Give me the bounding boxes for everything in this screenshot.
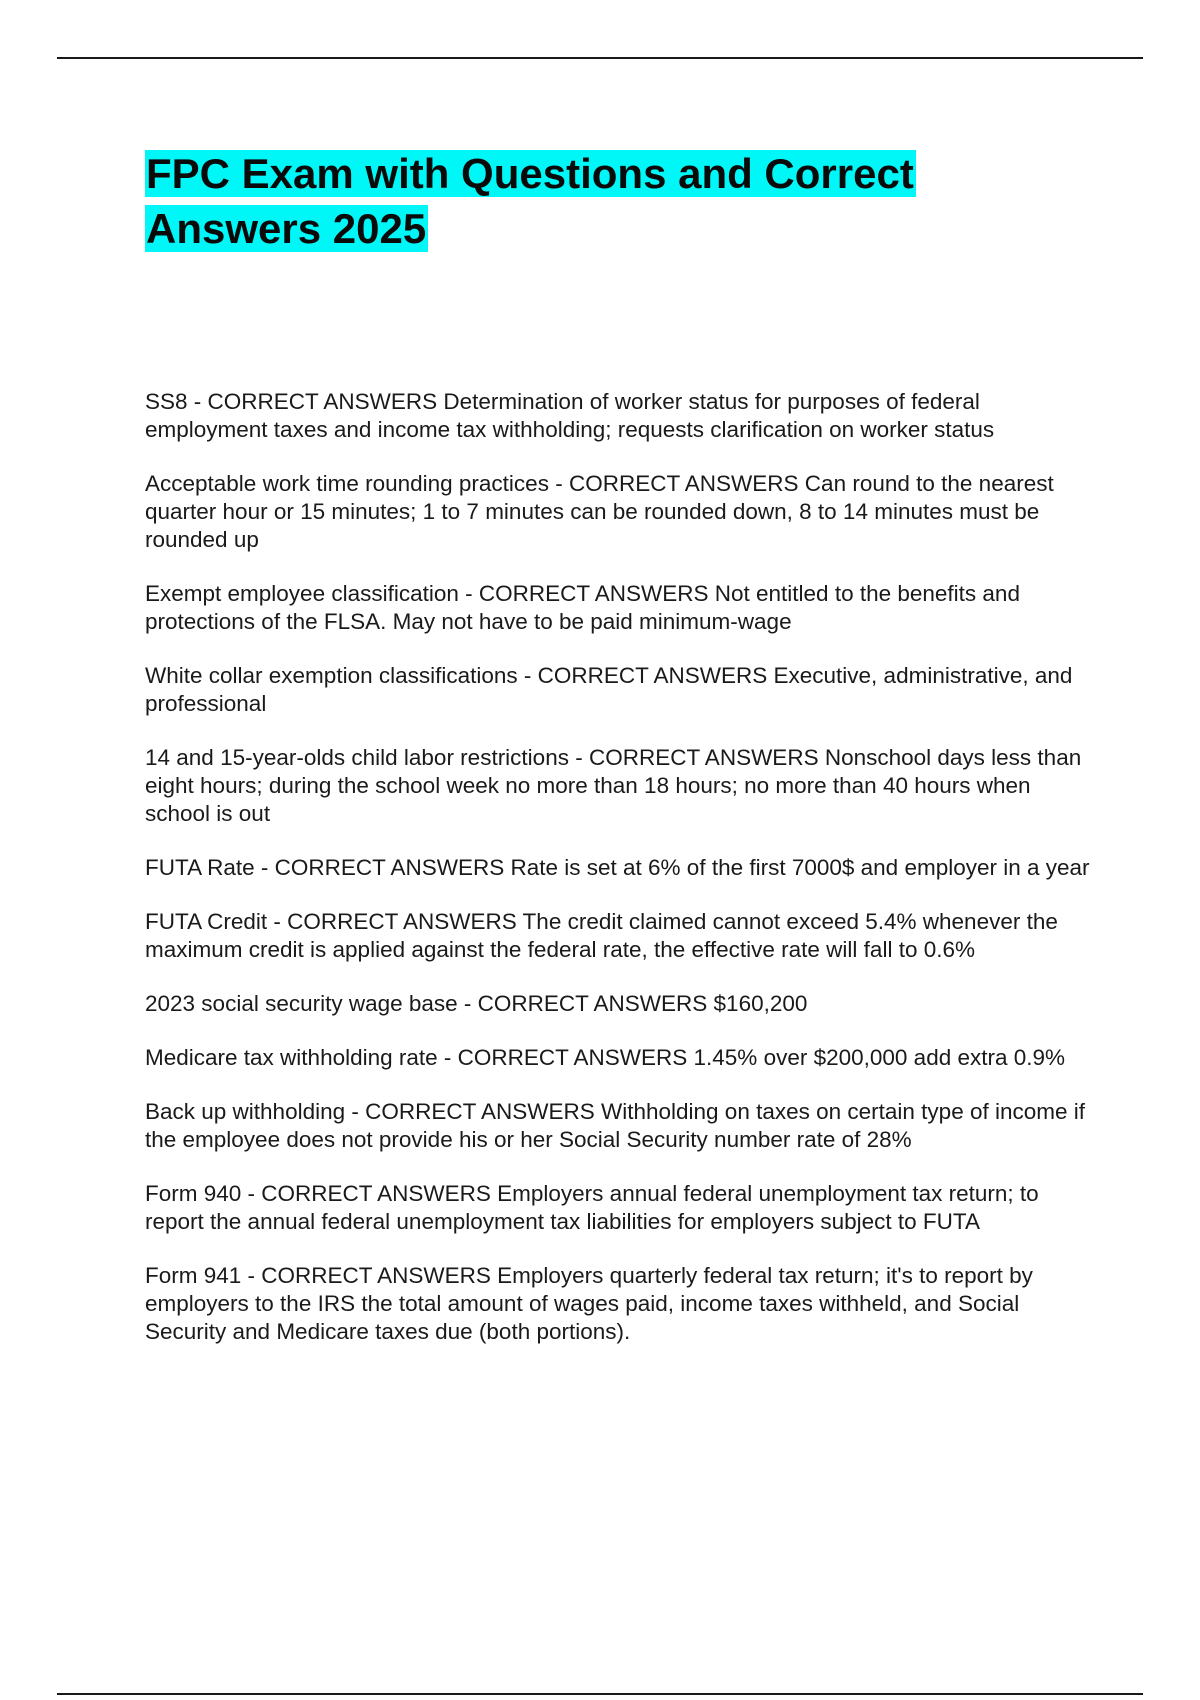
qa-item-futa-credit: FUTA Credit - CORRECT ANSWERS The credit claimed cannot exceed 5.4% whenever the maximum credit is applied against the federal rate, the effective rate will fall to 0.6%	[145, 909, 1058, 962]
qa-item-child-labor: 14 and 15-year-olds child labor restrictions - CORRECT ANSWERS Nonschool days less than eight hours; during the school week no more than 18 hours; no more than 40 hours when school is out	[145, 745, 1082, 826]
qa-item-white-collar: White collar exemption classifications - CORRECT ANSWERS Executive, administrative, and professional	[145, 663, 1073, 716]
title-highlight: FPC Exam with Questions and Correct Answers 2025	[146, 150, 914, 252]
qa-item-rounding: Acceptable work time rounding practices - CORRECT ANSWERS Can round to the nearest quarter hour or 15 minutes; 1 to 7 minutes can be rounded down, 8 to 14 minutes must be rounded up	[145, 471, 1054, 552]
bottom-rule	[57, 1693, 1143, 1695]
qa-item-form-941: Form 941 - CORRECT ANSWERS Employers quarterly federal tax return; it's to report by employers to the IRS the total amount of wages paid, income taxes withheld, and Social Security and Medicare taxes due (both portions).	[145, 1263, 1033, 1344]
qa-item-exempt: Exempt employee classification - CORRECT ANSWERS Not entitled to the benefits and protections of the FLSA. May not have to be paid minimum-wage	[145, 581, 1020, 634]
top-rule	[57, 57, 1143, 59]
qa-item-form-940: Form 940 - CORRECT ANSWERS Employers annual federal unemployment tax return; to report the annual federal unemployment tax liabilities for employers subject to FUTA	[145, 1181, 1039, 1234]
qa-item-ss-wage-base: 2023 social security wage base - CORRECT ANSWERS $160,200	[145, 991, 808, 1016]
qa-item-ss8: SS8 - CORRECT ANSWERS Determination of worker status for purposes of federal employment taxes and income tax withholding; requests clarification on worker status	[145, 389, 995, 442]
qa-item-futa-rate: FUTA Rate - CORRECT ANSWERS Rate is set at 6% of the first 7000$ and employer in a year	[145, 855, 1090, 880]
qa-item-medicare: Medicare tax withholding rate - CORRECT ANSWERS 1.45% over $200,000 add extra 0.9%	[145, 1045, 1066, 1070]
page-title	[145, 146, 1045, 256]
qa-item-backup-withholding: Back up withholding - CORRECT ANSWERS Withholding on taxes on certain type of income if the employee does not provide his or her Social Security number rate of 28%	[145, 1099, 1086, 1152]
qa-list	[145, 388, 1100, 1372]
